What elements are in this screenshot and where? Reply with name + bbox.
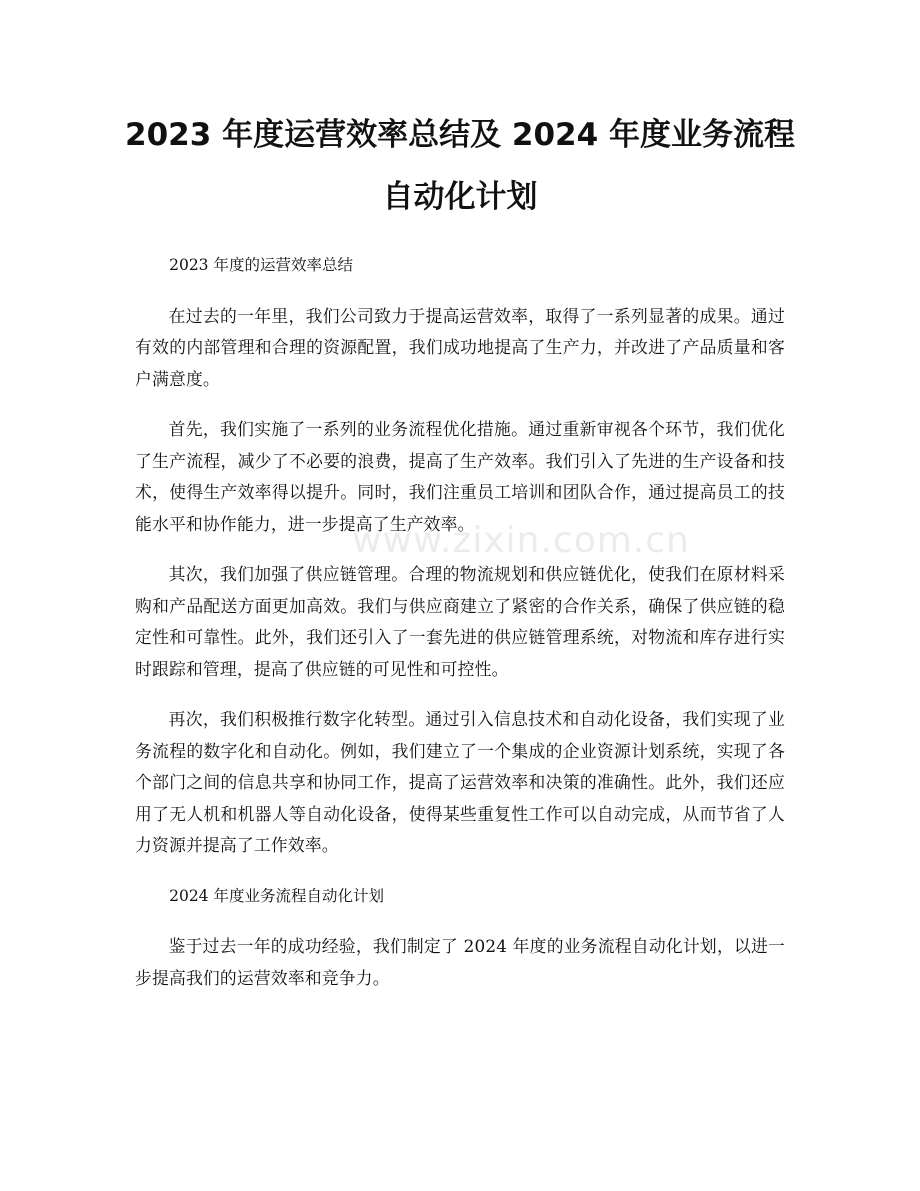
watermark: www.zixin.com.cn xyxy=(352,520,690,561)
document-body xyxy=(135,250,785,1013)
paragraph-supply-chain: 其次，我们加强了供应链管理。合理的物流规划和供应链优化，使我们在原材料采购和产品配送方面更加高效。我们与供应商建立了紧密的合作关系，确保了供应链的稳定性和可靠性。此外，我们还引入了一套先进的供应链管理系统，对物流和库存进行实时跟踪和管理，提高了供应链的可见性和可控性。 xyxy=(135,564,785,679)
paragraph-digital-transformation: 再次，我们积极推行数字化转型。通过引入信息技术和自动化设备，我们实现了业务流程的数字化和自动化。例如，我们建立了一个集成的企业资源计划系统，实现了各个部门之间的信息共享和协同工作，提高了运营效率和决策的准确性。此外，我们还应用了无人机和机器人等自动化设备，使得某些重复性工作可以自动完成，从而节省了人力资源并提高了工作效率。 xyxy=(135,709,785,855)
section-heading-2024: 2024 年度业务流程自动化计划 xyxy=(169,886,384,905)
document-title: 2023 年度运营效率总结及 2024 年度业务流程自动化计划 xyxy=(125,117,795,215)
paragraph-2024-plan: 鉴于过去一年的成功经验，我们制定了 2024 年度的业务流程自动化计划，以进一步提高我们的运营效率和竞争力。 xyxy=(135,936,785,988)
paragraph-intro: 在过去的一年里，我们公司致力于提高运营效率，取得了一系列显著的成果。通过有效的内部管理和合理的资源配置，我们成功地提高了生产力，并改进了产品质量和客户满意度。 xyxy=(135,305,785,389)
paragraph-process-optimization: 首先，我们实施了一系列的业务流程优化措施。通过重新审视各个环节，我们优化了生产流程，减少了不必要的浪费，提高了生产效率。我们引入了先进的生产设备和技术，使得生产效率得以提升。同时，我们注重员工培训和团队合作，通过提高员工的技能水平和协作能力，进一步提高了生产效率。 xyxy=(135,419,785,534)
section-heading-2023: 2023 年度的运营效率总结 xyxy=(169,256,353,274)
